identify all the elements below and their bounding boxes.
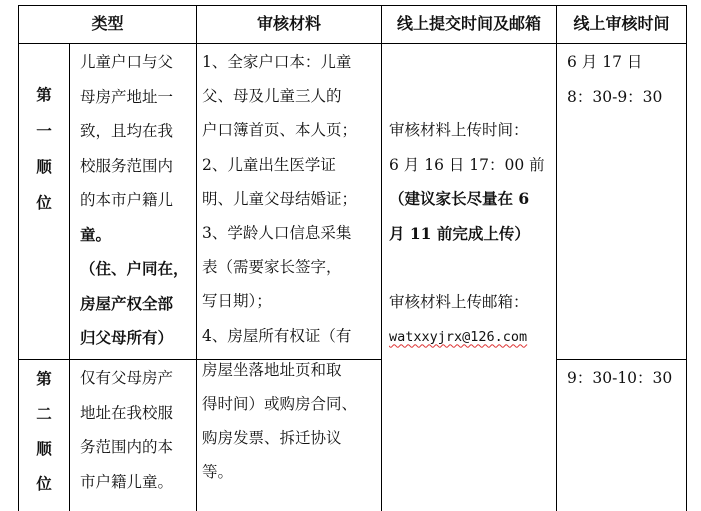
- review-line: 8：30-9：30: [567, 87, 663, 106]
- desc-line: 地址在我校服: [80, 403, 174, 422]
- rank-char: 顺: [36, 157, 52, 176]
- materials-line: 等。: [202, 463, 234, 482]
- rank-char: 第: [36, 369, 52, 388]
- rank-char: 一: [36, 121, 52, 140]
- materials-line: 2、儿童出生医学证: [202, 155, 336, 174]
- email-label: 审核材料上传邮箱：: [389, 293, 529, 311]
- materials-list: [202, 45, 380, 490]
- row2-description: [80, 361, 194, 499]
- header-submit-time-email: 线上提交时间及邮箱: [396, 14, 541, 33]
- materials-line: 房屋坐落地址页和取: [202, 360, 342, 379]
- email-address: [389, 320, 555, 355]
- email-text: watxxyjrx@126.com: [389, 328, 528, 345]
- materials-line: 户口簿首页、本人页；: [202, 121, 358, 140]
- submit-line: 审核材料上传时间：: [389, 121, 529, 139]
- desc-line: 房屋产权全部: [80, 293, 174, 313]
- desc-line: 仅有父母房产: [80, 369, 174, 387]
- header-materials: 审核材料: [256, 14, 321, 33]
- rank-char: 顺: [36, 439, 52, 458]
- row1-review-time: [567, 45, 685, 114]
- materials-line: 得时间）或购房合同、: [202, 395, 358, 414]
- materials-line: 父、母及儿童三人的: [202, 87, 342, 106]
- materials-line: 购房发票、拆迁协议: [202, 429, 342, 448]
- submit-line: 6 月 16 日 17：00 前: [389, 155, 545, 174]
- materials-line: 写日期）；: [202, 292, 272, 311]
- rank-char: 二: [36, 404, 52, 423]
- row2-rank: [19, 361, 69, 501]
- materials-line: 4、房屋所有权证（有: [202, 326, 352, 345]
- col-separator-submit: [556, 5, 557, 511]
- header-review-time: 线上审核时间: [573, 14, 670, 33]
- desc-line: 致，且均在我: [80, 122, 174, 140]
- row-separator-right: [556, 359, 686, 360]
- col-separator-rank: [69, 43, 70, 511]
- desc-line: 母房产地址一: [80, 87, 174, 106]
- desc-line: 童。: [80, 224, 112, 244]
- desc-line: 务范围内的本: [80, 438, 174, 456]
- desc-line: 校服务范围内: [80, 156, 174, 175]
- row2-review-time: [567, 361, 685, 396]
- rank-char: 第: [36, 85, 52, 104]
- desc-line: 的本市户籍儿: [80, 191, 174, 209]
- materials-line: 1、全家户口本：儿童: [202, 53, 352, 71]
- submit-info: [389, 113, 555, 354]
- desc-line: 归父母所有）: [80, 328, 174, 347]
- col-separator-materials: [381, 5, 382, 511]
- materials-line: 3、学龄人口信息采集: [202, 224, 352, 243]
- materials-line: 表（需要家长签字，: [202, 258, 342, 277]
- table-header-separator: [18, 43, 686, 44]
- submit-line: 月 11 前完成上传）: [389, 223, 530, 243]
- row1-description: [80, 45, 194, 356]
- table-border-top: [18, 5, 686, 6]
- review-line: 9：30-10：30: [567, 369, 673, 387]
- submit-line: （建议家长尽量在 6: [389, 189, 530, 208]
- row1-rank: [19, 77, 69, 221]
- col-separator-type: [196, 5, 197, 511]
- submit-spacer: [389, 251, 555, 285]
- desc-line: （住、户同在，: [80, 259, 189, 278]
- desc-line: 儿童户口与父: [80, 53, 174, 71]
- rank-char: 位: [36, 193, 52, 212]
- review-line: 6 月 17 日: [567, 53, 643, 71]
- rank-char: 位: [36, 474, 52, 493]
- header-type: 类型: [91, 14, 124, 33]
- table-border-right: [686, 5, 687, 511]
- desc-line: 市户籍儿童。: [80, 472, 174, 491]
- materials-line: 明、儿童父母结婚证；: [202, 189, 358, 208]
